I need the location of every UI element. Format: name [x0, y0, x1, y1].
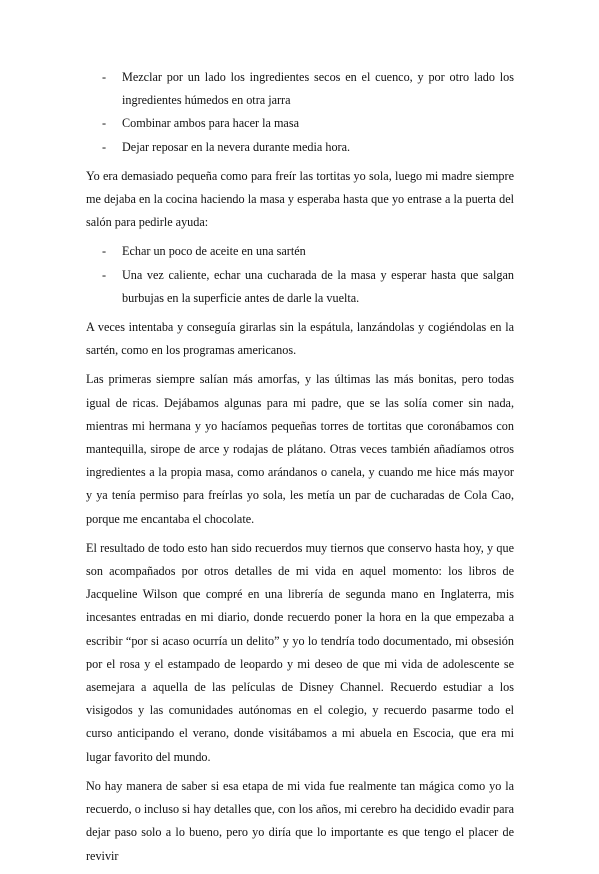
frying-steps-list — [86, 240, 514, 310]
paragraph: Yo era demasiado pequeña como para freír las tortitas yo sola, luego mi madre siempre me dejaba en la cocina haciendo la masa y esperaba hasta que yo entrase a la puerta del salón para pedirle ayuda: — [86, 168, 514, 230]
bullet-marker: - — [102, 70, 107, 84]
list-item — [86, 66, 514, 112]
list-item-text: Combinar ambos para hacer la masa — [122, 116, 299, 131]
list-item — [86, 136, 514, 159]
paragraph: El resultado de todo esto han sido recuerdos muy tiernos que conservo hasta hoy, y que son acompañados por otros detalles de mi vida en aquel momento: los libros de Jacqueline Wilson que compré en una librería de segunda mano en Inglaterra, mis incesantes entradas en mi diario, donde recuerdo poner la hora en la que empezaba a escribir “por si acaso ocurría un delito” y yo lo tendría todo documentado, mi obsesión por el rosa y el estampado de leopardo y mi deseo de que mi vida de adolescente se asemejara a aquella de las películas de Disney Channel. Recuerdo estudiar a los visigodos y las comunidades autónomas en el colegio, y recuerdo pasarme todo el curso anticipando el verano, donde visitábamos a mi abuela en Escocia, que era mi lugar favorito del mundo. — [86, 540, 514, 764]
recipe-steps-list — [86, 66, 514, 159]
bullet-marker: - — [102, 244, 107, 259]
document-page — [86, 66, 514, 874]
list-item-text: Una vez caliente, echar una cucharada de la masa y esperar hasta que salgan burbujas en la superficie antes de darle la vuelta. — [122, 267, 514, 305]
list-item — [86, 264, 514, 310]
list-item-text: Dejar reposar en la nevera durante media hora. — [122, 139, 351, 154]
paragraph: A veces intentaba y conseguía girarlas sin la espátula, lanzándolas y cogiéndolas en la sartén, como en los programas americanos. — [86, 320, 514, 358]
paragraph: No hay manera de saber si esa etapa de mi vida fue realmente tan mágica como yo la recuerdo, o incluso si hay detalles que, con los años, mi cerebro ha decidido evadir para dejar paso solo a lo bueno, pero yo diría que lo importante es que tengo el placer de revivir — [86, 778, 514, 863]
bullet-marker: - — [102, 267, 107, 282]
list-item — [86, 112, 514, 135]
list-item — [86, 240, 514, 263]
bullet-marker: - — [102, 116, 107, 131]
list-item-text: Mezclar por un lado los ingredientes secos en el cuenco, y por otro lado los ingredientes húmedos en otra jarra — [122, 70, 514, 108]
bullet-marker: - — [102, 139, 107, 154]
paragraph: Las primeras siempre salían más amorfas, y las últimas las más bonitas, pero todas igual de ricas. Dejábamos algunas para mi padre, que se las solía comer sin nada, mientras mi hermana y yo hacíamos pequeñas torres de tortitas que coronábamos con mantequilla, sirope de arce y rodajas de plátano. Otras veces también añadíamos otros ingredientes a la propia masa, como arándanos o canela, y cuando me hice más mayor y ya tenía permiso para freírlas yo sola, les metía un par de cucharadas de Cola Cao, porque me encantaba el chocolate. — [86, 372, 514, 526]
list-item-text: Echar un poco de aceite en una sartén — [122, 244, 306, 259]
